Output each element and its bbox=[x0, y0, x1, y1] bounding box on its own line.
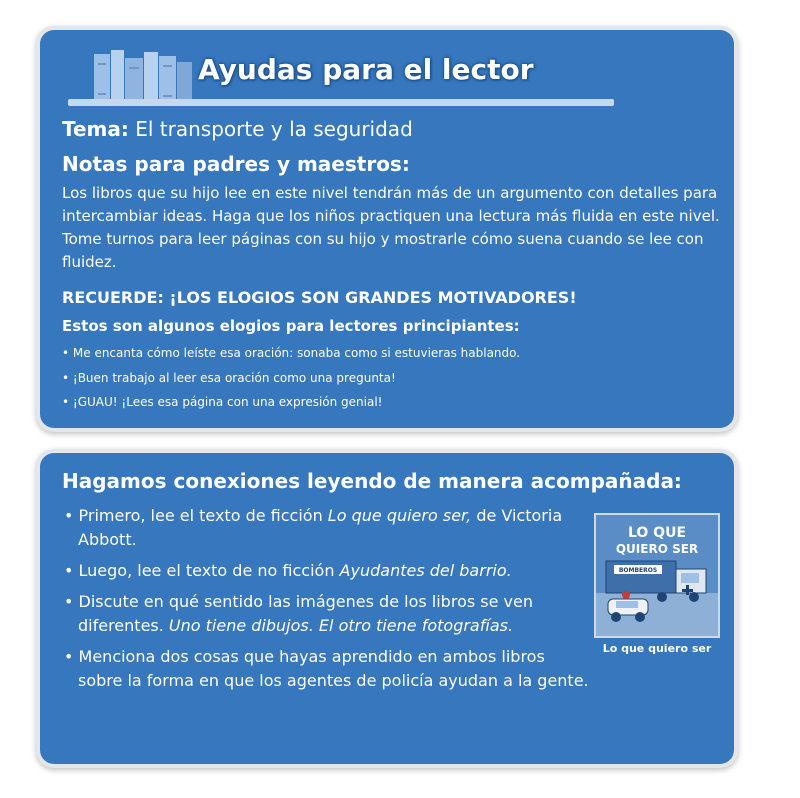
list-item bbox=[60, 559, 590, 583]
connections-steps bbox=[60, 504, 590, 700]
step-text: • Primero, lee el texto de ficción bbox=[64, 506, 328, 525]
notes-text: Los libros que su hijo lee en este nivel tendrán más de un argumento con detalles para intercambiar ideas. Haga que los niños practiquen una lectura más fluida en este nivel. Tome turnos para leer páginas con su hijo y mostrarle cómo suena cuando se lee con fluidez. bbox=[62, 184, 720, 271]
list-item bbox=[60, 590, 590, 638]
step-text: • Discute en qué sentido las imágenes de los libros se ven diferentes. bbox=[64, 592, 533, 635]
remember-heading: RECUERDE: ¡LOS ELOGIOS SON GRANDES MOTIVADORES! bbox=[62, 288, 577, 307]
book-cover-caption: Lo que quiero ser bbox=[602, 642, 712, 655]
connections-panel bbox=[40, 453, 734, 764]
book-cover bbox=[594, 513, 720, 638]
list-item: • ¡GUAU! ¡Lees esa página con una expresión genial! bbox=[62, 395, 383, 409]
praise-intro: Estos son algunos elogios para lectores principiantes: bbox=[62, 317, 520, 335]
list-item: • Me encanta cómo leíste esa oración: sonaba como si estuvieras hablando. bbox=[62, 346, 521, 360]
cover-truck-sign: BOMBEROS bbox=[618, 567, 658, 574]
header-rule bbox=[68, 99, 614, 106]
step-text: • Menciona dos cosas que hayas aprendido en ambos libros sobre la forma en que los agentes de policía ayudan a la gente. bbox=[64, 647, 589, 690]
panel-title: Ayudas para el lector bbox=[198, 53, 534, 86]
book-cover-illustration bbox=[596, 515, 718, 636]
step-text: • Luego, lee el texto de no ficción bbox=[64, 561, 340, 580]
step-text: de Victoria Abbott. bbox=[78, 506, 563, 549]
connections-heading: Hagamos conexiones leyendo de manera acompañada: bbox=[62, 469, 682, 493]
list-item bbox=[60, 645, 590, 693]
reader-aids-panel bbox=[40, 30, 734, 428]
book-title: Lo que quiero ser, bbox=[327, 506, 472, 525]
cover-title-line1: LO QUE bbox=[627, 525, 687, 541]
theme-label: Tema: bbox=[62, 117, 129, 141]
step-italic-text: Uno tiene dibujos. El otro tiene fotografías. bbox=[168, 616, 514, 635]
list-item bbox=[60, 504, 590, 552]
theme-line bbox=[62, 117, 413, 141]
theme-value: El transporte y la seguridad bbox=[135, 117, 413, 141]
list-item: • ¡Buen trabajo al leer esa oración como una pregunta! bbox=[62, 370, 396, 385]
book-title: Ayudantes del barrio. bbox=[339, 561, 512, 580]
cover-title-line2: QUIERO SER bbox=[615, 542, 699, 556]
praise-list bbox=[62, 341, 520, 415]
notes-heading: Notas para padres y maestros: bbox=[62, 152, 410, 176]
